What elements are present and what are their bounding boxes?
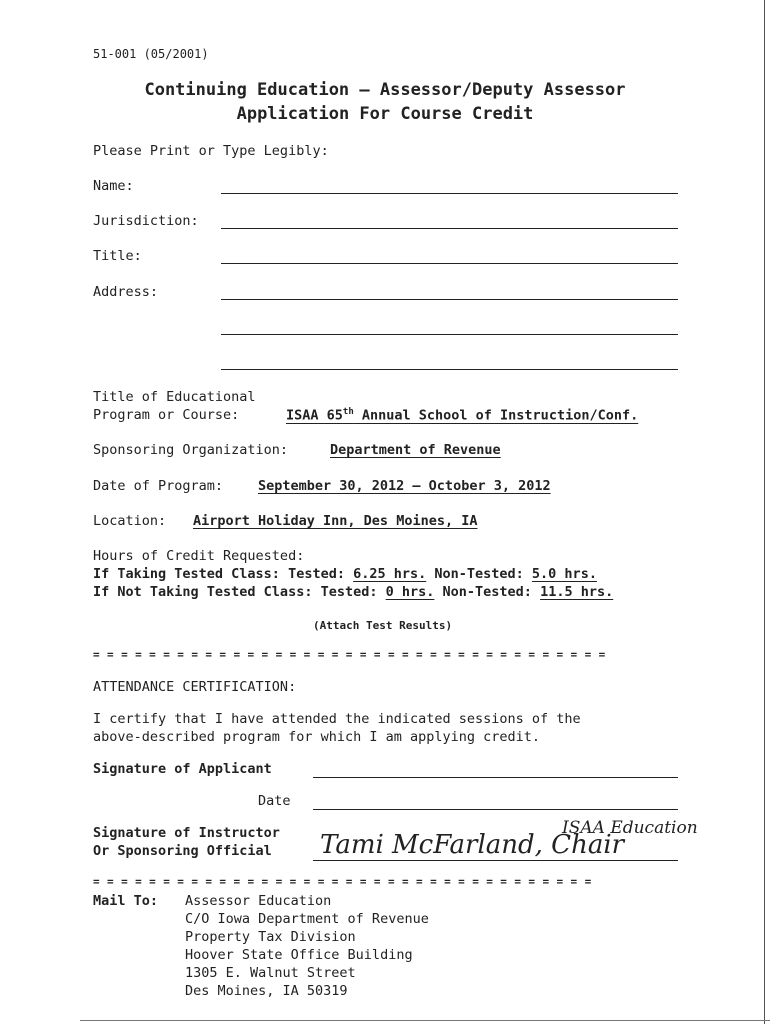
mail-to-label: Mail To: (93, 893, 159, 909)
form-number: 51-001 (05/2001) (93, 47, 209, 61)
attendance-heading: ATTENDANCE CERTIFICATION: (93, 679, 297, 695)
address-field-line2[interactable] (221, 334, 678, 335)
form-title-line1: Continuing Education – Assessor/Deputy Assessor (144, 80, 626, 100)
address-field-line1[interactable] (221, 299, 678, 300)
name-field[interactable] (221, 193, 678, 194)
mail-line-1: Assessor Education (185, 893, 332, 909)
program-title-value: ISAA 65th Annual School of Instruction/Conf. (286, 407, 639, 424)
date-of-program-label: Date of Program: (93, 478, 224, 494)
page-edge-bottom (80, 1020, 770, 1021)
title-field[interactable] (221, 263, 678, 264)
handwritten-note: ISAA Education (562, 818, 698, 838)
jurisdiction-label: Jurisdiction: (93, 213, 199, 229)
certify-line2: above-described program for which I am applying credit. (93, 729, 541, 745)
signature-instructor-label-line1: Signature of Instructor (93, 825, 280, 841)
signature-instructor-label-line2: Or Sponsoring Official (93, 843, 272, 859)
location-label: Location: (93, 513, 167, 529)
name-label: Name: (93, 178, 134, 194)
mail-line-5: 1305 E. Walnut Street (185, 965, 356, 981)
location-value: Airport Holiday Inn, Des Moines, IA (193, 513, 478, 529)
signature-applicant-field[interactable] (313, 777, 678, 778)
mail-line-6: Des Moines, IA 50319 (185, 983, 348, 999)
mail-line-2: C/O Iowa Department of Revenue (185, 911, 429, 927)
divider-bottom: = = = = = = = = = = = = = = = = = = = = = = = = = = = = = = = = = = = = (93, 875, 592, 888)
signature-instructor-field[interactable] (313, 860, 678, 861)
sponsor-label: Sponsoring Organization: (93, 442, 289, 458)
date-field[interactable] (313, 809, 678, 810)
mail-line-3: Property Tax Division (185, 929, 356, 945)
signature-applicant-label: Signature of Applicant (93, 761, 272, 777)
instructions: Please Print or Type Legibly: (93, 143, 329, 159)
hours-not-tested-row: If Not Taking Tested Class: Tested: 0 hrs. Non-Tested: 11.5 hrs. (93, 584, 614, 600)
date-of-program-value: September 30, 2012 – October 3, 2012 (258, 478, 551, 494)
sponsor-value: Department of Revenue (330, 442, 501, 458)
address-label: Address: (93, 284, 159, 300)
form-title-line2: Application For Course Credit (236, 104, 534, 124)
divider-top: = = = = = = = = = = = = = = = = = = = = = = = = = = = = = = = = = = = = = (93, 648, 606, 661)
hours-tested-row: If Taking Tested Class: Tested: 6.25 hrs. Non-Tested: 5.0 hrs. (93, 566, 597, 582)
page-edge-right (764, 0, 765, 1024)
program-label-line1: Title of Educational (93, 389, 256, 405)
date-label: Date (258, 793, 291, 809)
certify-line1: I certify that I have attended the indicated sessions of the (93, 711, 581, 727)
hours-label: Hours of Credit Requested: (93, 548, 305, 564)
address-field-line3[interactable] (221, 369, 678, 370)
jurisdiction-field[interactable] (221, 228, 678, 229)
mail-line-4: Hoover State Office Building (185, 947, 413, 963)
title-label: Title: (93, 248, 142, 264)
handwritten-signature: Tami McFarland, Chair (320, 830, 625, 860)
attach-note: (Attach Test Results) (313, 619, 453, 632)
program-label-line2: Program or Course: (93, 407, 240, 423)
